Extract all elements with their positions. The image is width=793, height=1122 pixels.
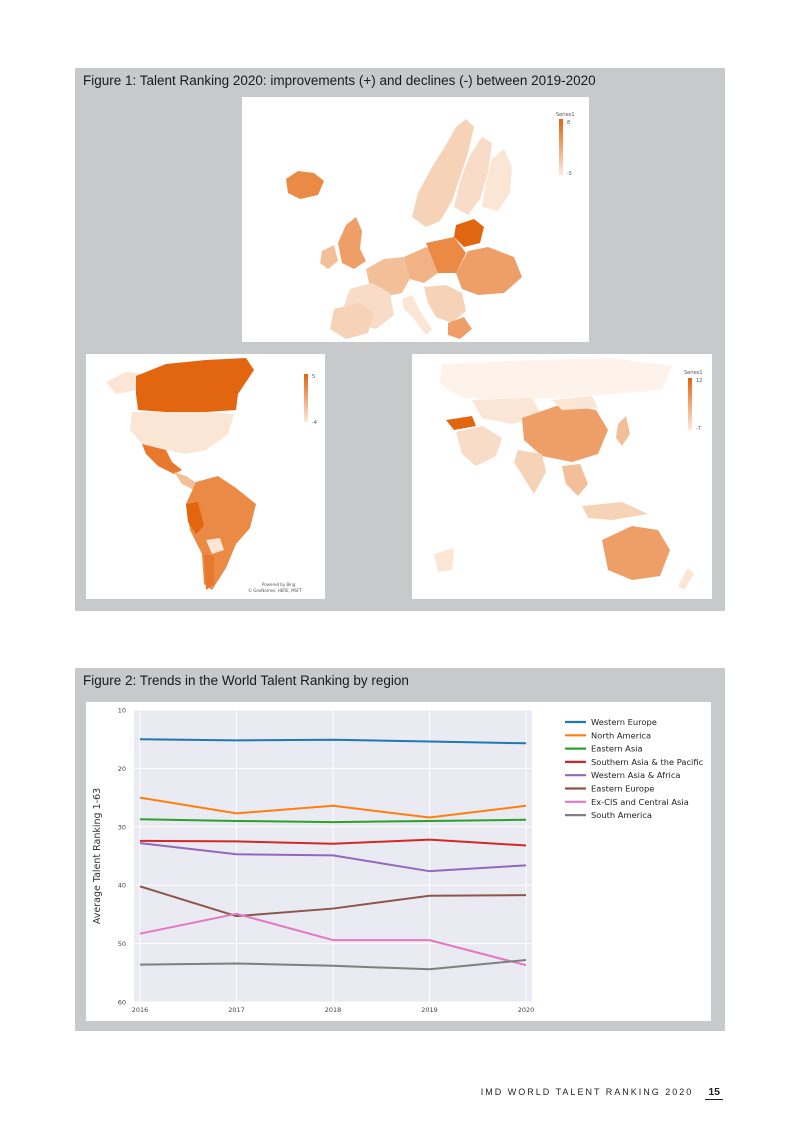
europe-legend-min: -5 (567, 171, 572, 177)
europe-map-graphic (242, 97, 589, 342)
figure-2-title: Figure 2: Trends in the World Talent Ranking by region (83, 673, 409, 688)
map-credit-line2: © GeoNames, HERE, MSFT (248, 588, 302, 593)
y-tick-label: 10 (117, 706, 126, 715)
x-tick-label: 2017 (228, 1006, 245, 1014)
y-tick-label: 50 (117, 940, 126, 949)
legend-entry: Southern Asia & the Pacific (591, 756, 704, 767)
y-axis-label: Average Talent Ranking 1-63 (92, 787, 103, 925)
asia-legend-title: Series1 (684, 370, 703, 376)
y-tick-label: 40 (117, 881, 126, 890)
y-tick-label: 60 (117, 998, 126, 1007)
line-chart-panel (86, 702, 711, 1021)
y-tick-label: 20 (117, 764, 126, 773)
asia-pacific-map (412, 354, 712, 599)
asia-legend-max: 12 (696, 378, 703, 384)
figure-1-panel (75, 68, 725, 611)
x-tick-label: 2018 (324, 1006, 342, 1014)
x-tick-label: 2020 (517, 1006, 535, 1014)
map-credit-line1: Powered by Bing (262, 582, 296, 587)
americas-map-graphic (86, 354, 325, 599)
legend-entry: Western Europe (591, 717, 657, 727)
europe-map (242, 97, 589, 342)
legend-entry: Eastern Europe (591, 783, 655, 794)
europe-legend-max: 8 (567, 120, 571, 126)
legend-entry: Ex-CIS and Central Asia (591, 796, 689, 807)
legend-entry: North America (591, 730, 652, 741)
region-trend-line-chart (86, 702, 711, 1021)
europe-legend-title: Series1 (556, 112, 575, 118)
report-title: IMD WORLD TALENT RANKING 2020 (480, 1087, 694, 1097)
asia-legend-min: -7 (696, 426, 701, 432)
asia-pacific-map-graphic (412, 354, 712, 599)
legend-entry: South America (591, 810, 652, 821)
legend-entry: Western Asia & Africa (591, 770, 681, 781)
page-number: 15 (705, 1086, 723, 1100)
figure-2-panel (75, 668, 725, 1031)
x-tick-label: 2019 (421, 1006, 438, 1014)
figure-1-title: Figure 1: Talent Ranking 2020: improvements (+) and declines (-) between 2019-2020 (83, 73, 596, 88)
americas-legend-max: 5 (312, 374, 316, 380)
page-footer (481, 1086, 723, 1100)
x-tick-label: 2016 (131, 1006, 149, 1014)
y-tick-label: 30 (117, 823, 126, 832)
americas-legend-min: -4 (312, 420, 317, 426)
legend-entry: Eastern Asia (591, 743, 643, 754)
americas-map (86, 354, 325, 599)
